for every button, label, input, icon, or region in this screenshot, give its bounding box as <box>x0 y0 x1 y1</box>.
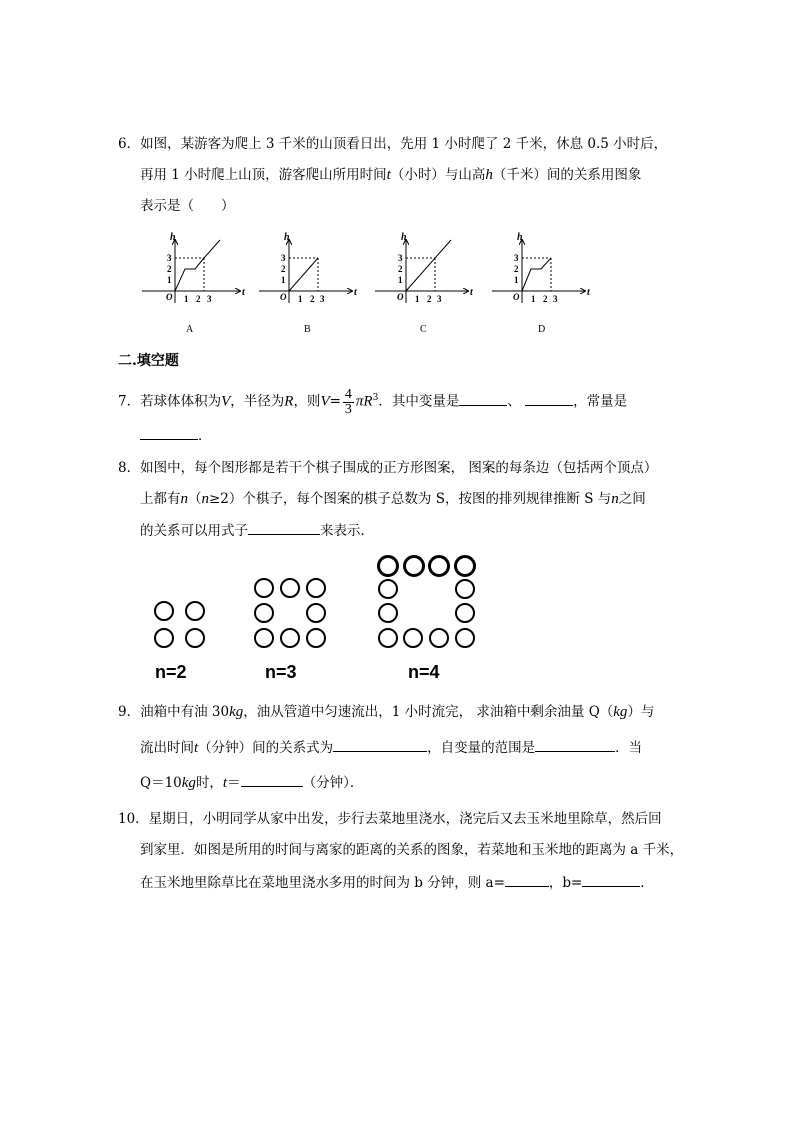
q9-var-t2: t <box>222 775 228 791</box>
q7-blank-3[interactable] <box>140 425 198 440</box>
q9-line2 <box>140 737 642 757</box>
piece <box>154 628 174 648</box>
graph-c-y3: 3 <box>398 253 403 263</box>
graph-a-h: h <box>170 232 176 243</box>
q7-prefix: 7．若球体体积为 <box>118 393 222 410</box>
graph-c-t: t <box>470 287 473 298</box>
q8-var-n3: n <box>611 491 619 507</box>
q9-line3 <box>140 772 363 792</box>
section2-title: 二.填空题 <box>118 353 179 369</box>
graph-b-curve <box>289 258 318 291</box>
q10-line1: 10．星期日，小明同学从家中出发，步行去菜地里浇水，浇完后又去玉米地里除草，然后回 <box>118 811 662 827</box>
q7-mid1: ，半径为 <box>230 393 285 410</box>
q7-var-r: R <box>284 393 294 410</box>
graph-d-h: h <box>517 232 523 243</box>
q6-line2c: （千米）间的关系用图象 <box>492 167 642 183</box>
piece <box>306 578 326 598</box>
graph-a-y2: 2 <box>167 264 172 274</box>
graph-d-y1: 1 <box>514 275 519 285</box>
graph-d-y3: 3 <box>514 253 519 263</box>
q7-end: ． <box>198 428 212 444</box>
graph-a-curve <box>175 240 220 291</box>
label-n4: n=4 <box>408 662 440 682</box>
q7-eq-v: V <box>320 393 330 410</box>
q8-line3a: 的关系可以用式子 <box>140 523 248 539</box>
graph-c-y1: 1 <box>398 275 403 285</box>
graph-c-h: h <box>401 232 407 243</box>
graph-c <box>375 232 474 335</box>
q9-line2d: ．当 <box>615 740 643 756</box>
q9-blank-1[interactable] <box>333 737 427 752</box>
q6-graphs <box>130 228 600 338</box>
q10-line3a: 在玉米地里除草比在菜地里浇水多用的时间为 b 分钟，则 a= <box>140 875 505 891</box>
q9-line3c: ＝ <box>227 775 241 791</box>
q7-line2 <box>140 425 212 445</box>
q7-mid4: ，常量是 <box>573 393 628 410</box>
q10-line3b: ，b= <box>548 875 583 891</box>
graph-d-x2: 2 <box>543 294 548 304</box>
q10-line3 <box>140 872 654 892</box>
q9-line1 <box>118 703 654 721</box>
q8-line2c: ≥2）个棋子，每个图案的棋子总数为 S，按图的排列规律推断 S 与 <box>209 491 612 507</box>
piece <box>306 603 326 623</box>
graph-b-y2: 2 <box>281 264 286 274</box>
graph-b-h: h <box>284 232 290 243</box>
piece <box>378 603 398 623</box>
graph-d-label: D <box>538 324 546 335</box>
q6-var-t: t <box>386 167 391 183</box>
label-n3: n=3 <box>265 662 297 682</box>
q7-mid3: ．其中变量是 <box>378 393 460 410</box>
graph-d-curve <box>522 258 551 291</box>
piece <box>454 555 476 577</box>
piece <box>185 601 205 621</box>
piece <box>455 603 475 623</box>
graph-b <box>259 232 358 335</box>
q6-line2a: 再用 1 小时爬上山顶，游客爬山所用时间 <box>140 167 387 183</box>
q7-frac-num: 4 <box>344 386 352 402</box>
q7-fraction <box>343 388 354 417</box>
graph-a <box>142 232 246 335</box>
graph-b-x2: 2 <box>310 294 315 304</box>
q8-line2a: 上都有 <box>140 491 181 507</box>
q9-line3a: Q＝10 <box>140 775 182 791</box>
graph-d <box>492 232 591 335</box>
graph-b-y1: 1 <box>281 275 286 285</box>
q9-line3b: 时， <box>195 775 223 791</box>
q6-var-h: h <box>485 167 493 183</box>
graph-c-x1: 1 <box>415 294 420 304</box>
q7-sep: 、 <box>507 393 521 410</box>
q7-blank-1[interactable] <box>459 391 507 406</box>
graph-a-y3: 3 <box>167 253 172 263</box>
piece <box>378 628 398 648</box>
graph-c-label: C <box>420 324 427 335</box>
graph-a-x3: 3 <box>207 294 212 304</box>
q7-frac-den: 3 <box>344 401 352 417</box>
graph-b-x3: 3 <box>320 294 325 304</box>
q6-line2 <box>140 166 641 184</box>
graph-c-x3: 3 <box>437 294 442 304</box>
q9-line2c: ，自变量的范围是 <box>427 740 536 756</box>
q6-line3: 表示是（ ） <box>140 198 235 214</box>
piece <box>254 578 274 598</box>
q8-var-n2: n <box>201 491 209 507</box>
q9-blank-3[interactable] <box>241 772 303 787</box>
piece <box>280 578 300 598</box>
q7-var-v: V <box>221 393 231 410</box>
graph-d-o: O <box>513 292 520 302</box>
q9-line3d: （分钟）． <box>302 775 364 791</box>
label-n2: n=2 <box>155 662 187 682</box>
graph-a-o: O <box>166 292 173 302</box>
q10-blank-b[interactable] <box>582 872 640 887</box>
q8-blank[interactable] <box>248 520 320 535</box>
piece <box>280 628 300 648</box>
graph-d-t: t <box>587 287 590 298</box>
graph-b-label: B <box>304 324 311 335</box>
piece <box>306 628 326 648</box>
piece <box>403 628 423 648</box>
graph-a-y1: 1 <box>167 275 172 285</box>
q9-line2a: 流出时间 <box>140 740 194 756</box>
graph-a-t: t <box>242 287 245 298</box>
piece <box>377 555 399 577</box>
piece <box>154 601 174 621</box>
graph-d-y2: 2 <box>514 264 519 274</box>
piece <box>254 628 274 648</box>
piece <box>254 603 274 623</box>
q8-var-n: n <box>180 491 188 507</box>
q10-line2: 到家里．如图是所用的时间与离家的距离的关系的图象，若菜地和玉米地的距离为 a 千米， <box>140 842 684 858</box>
piece <box>455 628 475 648</box>
q9-line2b: （分钟）间的关系式为 <box>198 740 334 756</box>
q7-eq-exp: 3 <box>372 393 379 403</box>
piece <box>455 579 475 599</box>
graph-c-o: O <box>397 292 404 302</box>
piece <box>378 579 398 599</box>
q9-line1c: ）与 <box>627 704 655 720</box>
q9-unit2: kg <box>613 704 628 720</box>
graph-b-x1: 1 <box>298 294 303 304</box>
q10-line3c: ． <box>640 875 654 891</box>
piece <box>429 628 449 648</box>
graph-d-x3: 3 <box>553 294 558 304</box>
q8-line3b: 来表示． <box>320 523 374 539</box>
q7-mid2: ，则 <box>293 393 321 410</box>
graph-b-y3: 3 <box>281 253 286 263</box>
q8-line3 <box>140 520 374 540</box>
q8-line1: 8．如图中，每个图形都是若干个棋子围成的正方形图案， 图案的每条边（包括两个顶点） <box>118 460 658 476</box>
q8-line2 <box>140 490 646 508</box>
q9-unit3: kg <box>181 775 196 791</box>
q7-eq-tail: πR <box>355 393 373 410</box>
graph-a-x2: 2 <box>196 294 201 304</box>
q8-line2d: 之间 <box>618 491 646 507</box>
q9-unit1: kg <box>229 704 244 720</box>
graph-b-o: O <box>280 292 287 302</box>
graph-c-x2: 2 <box>427 294 432 304</box>
piece <box>403 555 425 577</box>
q10-blank-a[interactable] <box>505 872 549 887</box>
q9-line1b: ，油从管道中匀速流出，1 小时流完， 求油箱中剩余油量 Q（ <box>243 704 614 720</box>
q9-var-t: t <box>194 740 199 756</box>
graph-c-y2: 2 <box>398 264 403 274</box>
graph-d-x1: 1 <box>531 294 536 304</box>
piece <box>185 628 205 648</box>
q7-blank-2[interactable] <box>525 391 573 406</box>
q6-line1: 6．如图，某游客为爬上 3 千米的山顶看日出，先用 1 小时爬了 2 千米，休息 0.5 小时后， <box>118 136 668 152</box>
q9-blank-2[interactable] <box>535 737 615 752</box>
q6-line2b: （小时）与山高 <box>390 167 486 183</box>
q7-eq-sign: = <box>329 393 341 410</box>
q9-line1a: 9．油箱中有油 30 <box>118 704 230 720</box>
graph-a-x1: 1 <box>184 294 189 304</box>
q7-line1 <box>118 383 628 417</box>
graph-b-t: t <box>354 287 357 298</box>
piece <box>428 555 450 577</box>
graph-c-curve <box>406 240 451 291</box>
q8-line2b: （ <box>188 491 202 507</box>
graph-a-label: A <box>186 324 194 335</box>
